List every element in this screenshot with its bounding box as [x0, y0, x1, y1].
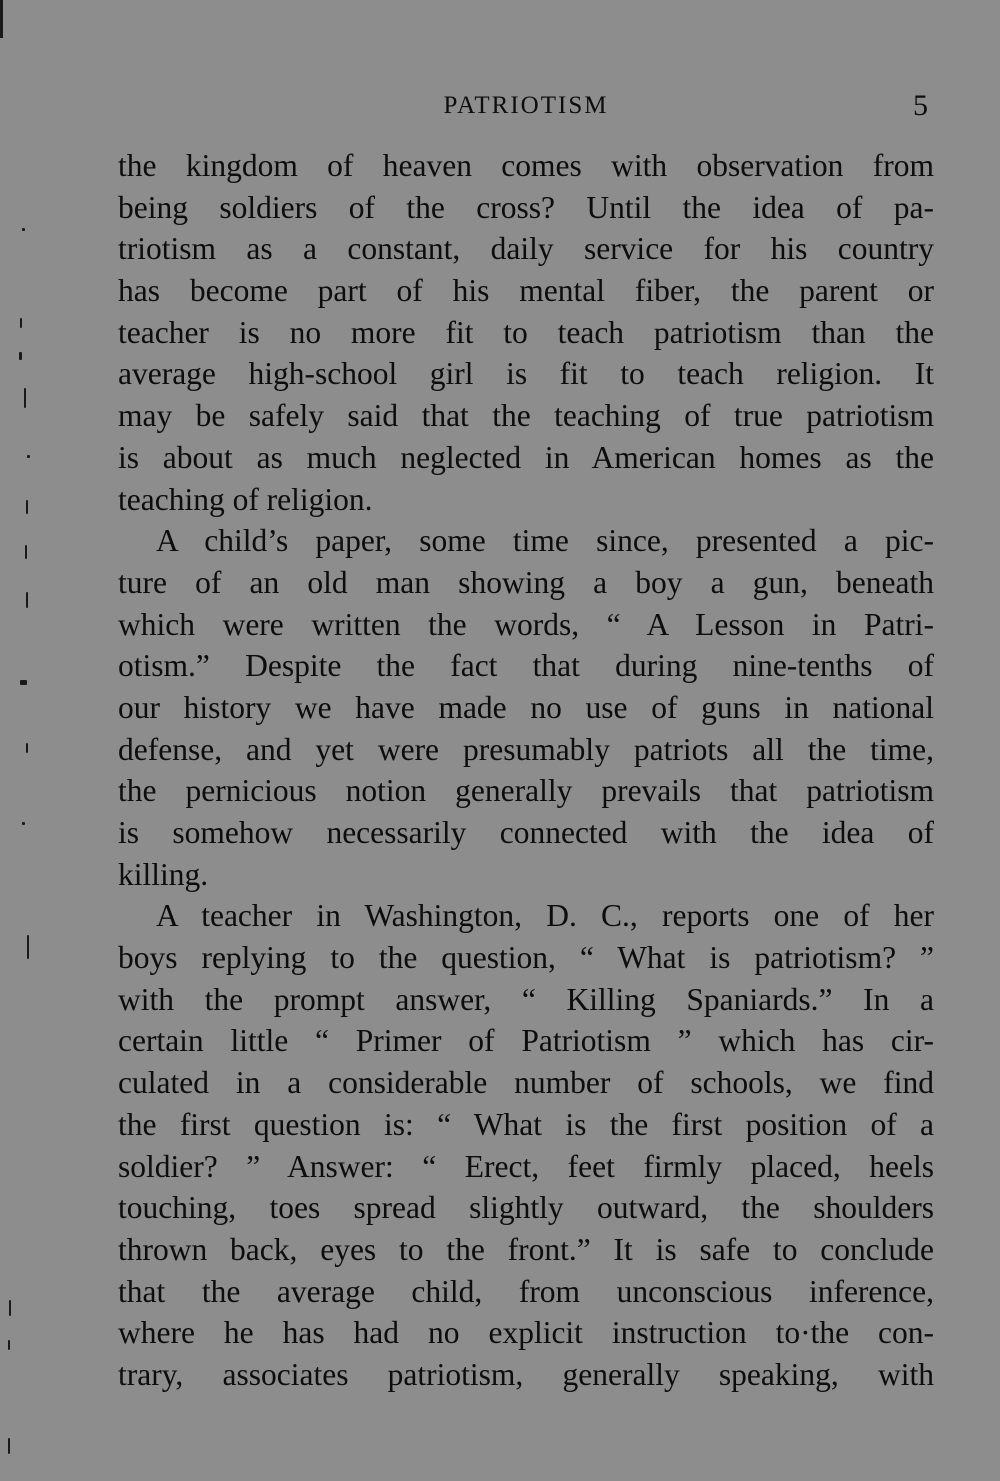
text-line: defense, and yet were presumably patriots all the time, [118, 731, 934, 767]
page-header [118, 88, 934, 124]
text-line: which were written the words, “ A Lesson in Patri- [118, 606, 934, 642]
text-line: the pernicious notion generally prevails that patriotism [118, 773, 934, 809]
text-line: the kingdom of heaven comes with observation from [118, 148, 934, 183]
text-line: soldier? ” Answer: “ Erect, feet firmly placed, heels [118, 1148, 934, 1184]
text-line: boys replying to the question, “ What is patriotism? ” [118, 940, 934, 976]
text-line: touching, toes spread slightly outward, the shoulders [118, 1190, 934, 1226]
text-line: A teacher in Washington, D. C., reports one of her [156, 898, 934, 934]
text-line: with the prompt answer, “ Killing Spaniards.” In a [118, 981, 934, 1017]
text-line: average high-school girl is fit to teach religion. It [118, 356, 934, 392]
text-line: being soldiers of the cross? Until the idea of pa- [118, 189, 934, 225]
margin-scan-specks [0, 0, 40, 1481]
text-line: may be safely said that the teaching of true patriotism [118, 398, 934, 434]
text-line: teacher is no more fit to teach patriotism than the [118, 314, 934, 350]
page-number: 5 [913, 89, 928, 122]
text-line: A child’s paper, some time since, presented a pic- [156, 523, 934, 559]
text-line: is about as much neglected in American homes as the [118, 439, 934, 475]
text-line: thrown back, eyes to the front.” It is safe to conclude [118, 1231, 934, 1267]
text-line: otism.” Despite the fact that during nine-tenths of [118, 648, 934, 684]
body-text [118, 145, 934, 1396]
text-line: the first question is: “ What is the first position of a [118, 1106, 934, 1142]
text-line: certain little “ Primer of Patriotism ” which has cir- [118, 1023, 934, 1059]
text-line: killing. [118, 856, 209, 892]
text-line: culated in a considerable number of schools, we find [118, 1065, 934, 1101]
text-line: that the average child, from unconscious inference, [118, 1273, 934, 1309]
text-line: ture of an old man showing a boy a gun, beneath [118, 564, 934, 600]
text-line: trary, associates patriotism, generally speaking, with [118, 1356, 934, 1392]
text-line: triotism as a constant, daily service for his country [118, 231, 934, 267]
text-line: has become part of his mental fiber, the parent or [118, 273, 934, 309]
running-head: PATRIOTISM [443, 92, 609, 119]
text-line: where he has had no explicit instruction to·the con- [118, 1315, 934, 1351]
text-line: teaching of religion. [118, 481, 373, 517]
text-line: our history we have made no use of guns in national [118, 689, 934, 725]
text-line: is somehow necessarily connected with the idea of [118, 815, 934, 850]
